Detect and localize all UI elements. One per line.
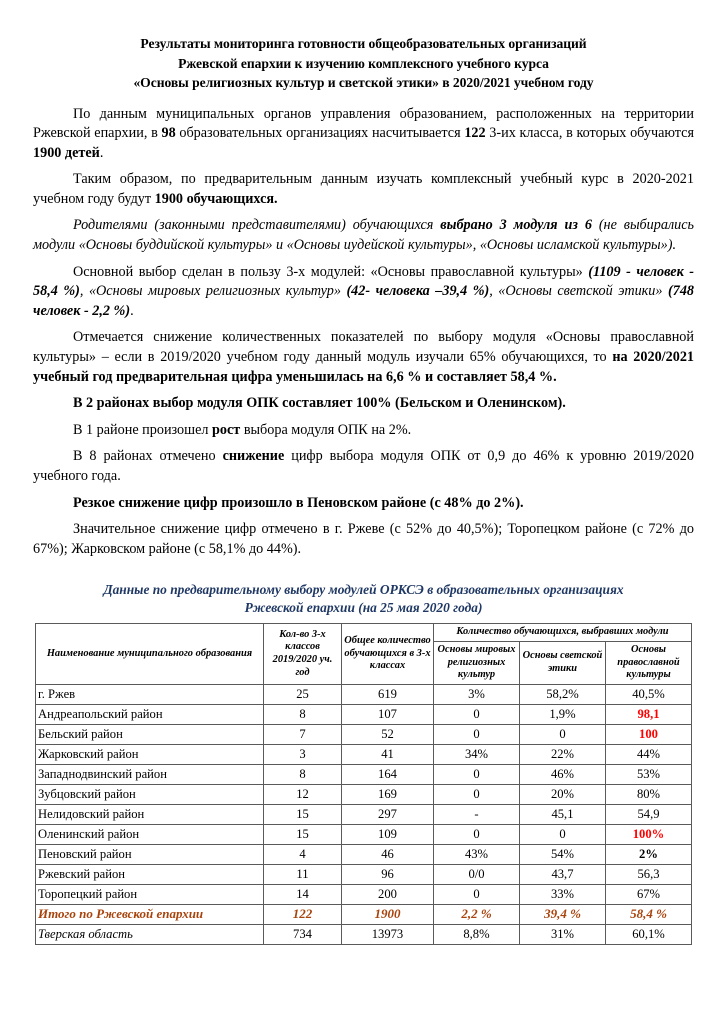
p1-bold-1900-children: 1900 детей: [33, 144, 100, 161]
cell-classes-count: 3: [263, 744, 341, 764]
cell-students-total: 107: [341, 704, 433, 724]
cell-classes-count: 7: [263, 724, 341, 744]
cell-classes-count: 8: [263, 704, 341, 724]
paragraph-two-districts-100: [33, 394, 694, 414]
cell-orthodox-culture: [605, 824, 691, 844]
header-municipality: Наименование муниципального образования: [35, 624, 263, 684]
table-row: [35, 784, 691, 804]
paragraph-significant-decline: [33, 520, 694, 559]
paragraph-sharp-decline-penovsky: [33, 494, 694, 514]
table-caption-line-1: Данные по предварительному выбору модулей ОРКСЭ в образовательных организациях: [103, 582, 624, 598]
cell-orthodox-culture: 40,5%: [605, 684, 691, 704]
table-body: [35, 684, 691, 944]
cell-classes-count: 8: [263, 764, 341, 784]
cell-secular-ethics: 54%: [519, 844, 605, 864]
p4-text-2: , «Основы мировых религиозных культур»: [79, 283, 347, 300]
cell-world-religions: 0: [433, 784, 519, 804]
header-classes-count: Кол-во 3-х классов 2019/2020 уч. год: [263, 624, 341, 684]
header-secular-ethics: Основы светской этики: [519, 641, 605, 684]
paragraph-one-district-growth: [33, 421, 694, 441]
p5-text-1: Отмечается снижение количественных показателей по выбору модуля «Основы православной культуры» – если в 2019/2020 учебном году данный модуль изучали 65% обучающихся, то: [33, 329, 694, 366]
table-row: [35, 744, 691, 764]
p3-text-1: Родителями (законными представителями) обучающихся: [73, 217, 441, 234]
cell-orthodox-culture-value: 100%: [632, 827, 665, 842]
cell-orthodox-culture-value: 2%: [639, 847, 658, 862]
cell-world-religions: 43%: [433, 844, 519, 864]
cell-students-total: 619: [341, 684, 433, 704]
cell-orthodox-culture: 67%: [605, 884, 691, 904]
p10-text-1: Значительное снижение цифр отмечено в г. Ржеве (с 52% до 40,5%); Торопецком районе (с 72% до 67%); Жарковском районе (с 58,1% до 44%).: [33, 521, 694, 557]
cell-municipality: Пеновский район: [35, 844, 263, 864]
cell-secular-ethics: 0: [519, 824, 605, 844]
cell-world-religions: 8,8%: [433, 924, 519, 944]
cell-secular-ethics: 22%: [519, 744, 605, 764]
cell-world-religions: 0: [433, 824, 519, 844]
p4-bold-world-stat: (42- человека –39,4 %): [346, 283, 490, 300]
cell-orthodox-culture: 53%: [605, 764, 691, 784]
cell-municipality: Оленинский район: [35, 824, 263, 844]
cell-students-total: 164: [341, 764, 433, 784]
p7-text-2: выбора модуля ОПК на 2%.: [240, 421, 412, 438]
p1-text-1: По данным муниципальных органов управления образованием, расположенных на территории Ржевской епархии, в: [33, 105, 694, 142]
cell-world-religions: 0/0: [433, 864, 519, 884]
cell-classes-count: 12: [263, 784, 341, 804]
p8-bold-decline: снижение: [222, 448, 285, 465]
p7-text-1: В 1 районе произошел: [73, 421, 213, 438]
p8-text-2: цифр выбора модуля ОПК от 0,9 до 46% к уровню 2019/2020 учебного года.: [33, 448, 694, 484]
p1-text-2: образовательных организациях насчитывается: [175, 125, 465, 142]
paragraph-eight-districts-decline: [33, 447, 694, 486]
cell-orthodox-culture-value: 100: [639, 727, 658, 742]
cell-secular-ethics: 43,7: [519, 864, 605, 884]
cell-secular-ethics: 58,2%: [519, 684, 605, 704]
cell-orthodox-culture: 54,9: [605, 804, 691, 824]
table-row: [35, 824, 691, 844]
cell-municipality: г. Ржев: [35, 684, 263, 704]
cell-orthodox-culture: 44%: [605, 744, 691, 764]
page-title-line-2: Ржевской епархии к изучению комплексного учебного курса: [178, 55, 549, 71]
p4-text-3: , «Основы светской этики»: [489, 283, 668, 300]
cell-world-religions: 3%: [433, 684, 519, 704]
cell-students-total: 1900: [341, 904, 433, 924]
cell-classes-count: 25: [263, 684, 341, 704]
cell-classes-count: 122: [263, 904, 341, 924]
table-row: [35, 704, 691, 724]
header-students-total: Общее количество обучающихся в 3-х классах: [341, 624, 433, 684]
cell-classes-count: 11: [263, 864, 341, 884]
cell-orthodox-culture: [605, 704, 691, 724]
p2-bold-1900-students: 1900 обучающихся.: [154, 190, 278, 207]
cell-classes-count: 15: [263, 804, 341, 824]
cell-classes-count: 4: [263, 844, 341, 864]
cell-students-total: 96: [341, 864, 433, 884]
cell-students-total: 41: [341, 744, 433, 764]
cell-world-religions: 34%: [433, 744, 519, 764]
p4-text-4: .: [130, 302, 134, 319]
cell-orthodox-culture: 56,3: [605, 864, 691, 884]
paragraph-total-students: [33, 170, 694, 209]
cell-secular-ethics: 45,1: [519, 804, 605, 824]
cell-classes-count: 734: [263, 924, 341, 944]
cell-orthodox-culture: [605, 844, 691, 864]
cell-secular-ethics: 0: [519, 724, 605, 744]
p1-text-4: .: [99, 144, 104, 161]
p3-text-2: (не выбирались модули «Основы буддийской культуры» и «Основы иудейской культуры», «Основы исламской культуры»).: [33, 217, 694, 254]
cell-world-religions: -: [433, 804, 519, 824]
p8-text-1: В 8 районах отмечено: [73, 448, 223, 465]
header-world-religions: Основы мировых религиозных культур: [433, 641, 519, 684]
p4-bold-secular-stat: (748 человек - 2,2 %): [33, 283, 695, 319]
cell-municipality: Тверская область: [35, 924, 263, 944]
cell-orthodox-culture: 58,4 %: [605, 904, 691, 924]
header-orthodox-culture: Основы православной культуры: [605, 641, 691, 684]
table-row: [35, 844, 691, 864]
paragraph-decline-indicators: [33, 328, 694, 387]
cell-municipality: Западнодвинский район: [35, 764, 263, 784]
cell-municipality: Зубцовский район: [35, 784, 263, 804]
p6-bold-text: В 2 районах выбор модуля ОПК составляет 100% (Бельском и Оленинском).: [73, 395, 566, 412]
table-row: [35, 864, 691, 884]
paragraph-organizations-count: [33, 105, 694, 164]
cell-secular-ethics: 46%: [519, 764, 605, 784]
table-caption: [33, 581, 694, 617]
cell-municipality: Ржевский район: [35, 864, 263, 884]
p4-text-1: Основной выбор сделан в пользу 3-х модулей: «Основы православной культуры»: [73, 263, 589, 280]
p2-text-1: Таким образом, по предварительным данным изучать комплексный учебный курс в 2020-2021 учебном году будут: [33, 171, 694, 207]
table-header: [35, 624, 691, 684]
cell-students-total: 52: [341, 724, 433, 744]
cell-world-religions: 2,2 %: [433, 904, 519, 924]
cell-students-total: 13973: [341, 924, 433, 944]
cell-students-total: 297: [341, 804, 433, 824]
cell-orthodox-culture: 60,1%: [605, 924, 691, 944]
cell-secular-ethics: 31%: [519, 924, 605, 944]
cell-students-total: 200: [341, 884, 433, 904]
cell-municipality: Итого по Ржевской епархии: [35, 904, 263, 924]
cell-world-religions: 0: [433, 884, 519, 904]
cell-students-total: 109: [341, 824, 433, 844]
p7-bold-growth: рост: [212, 421, 241, 438]
page-title-line-1: Результаты мониторинга готовности общеобразовательных организаций: [140, 36, 587, 51]
cell-classes-count: 15: [263, 824, 341, 844]
cell-municipality: Нелидовский район: [35, 804, 263, 824]
table-row: [35, 724, 691, 744]
p1-text-3: 3-их класса, в которых обучаются: [485, 125, 694, 142]
cell-municipality: Торопецкий район: [35, 884, 263, 904]
cell-secular-ethics: 39,4 %: [519, 904, 605, 924]
table-caption-line-2: Ржевской епархии (на 25 мая 2020 года): [244, 600, 483, 616]
p1-bold-98: 98: [161, 125, 176, 142]
cell-municipality: Жарковский район: [35, 744, 263, 764]
page-title-line-3: «Основы религиозных культур и светской этики» в 2020/2021 учебном году: [133, 75, 594, 90]
cell-secular-ethics: 1,9%: [519, 704, 605, 724]
cell-world-religions: 0: [433, 764, 519, 784]
table-row: [35, 884, 691, 904]
cell-students-total: 46: [341, 844, 433, 864]
cell-municipality: Андреапольский район: [35, 704, 263, 724]
cell-secular-ethics: 33%: [519, 884, 605, 904]
table-row: [35, 904, 691, 924]
cell-orthodox-culture: 80%: [605, 784, 691, 804]
paragraph-modules-selected: [33, 216, 694, 255]
cell-students-total: 169: [341, 784, 433, 804]
cell-orthodox-culture-value: 98,1: [637, 707, 660, 722]
p1-bold-122: 122: [464, 125, 486, 142]
table-row: [35, 684, 691, 704]
orkse-modules-table: [35, 623, 692, 944]
cell-world-religions: 0: [433, 724, 519, 744]
p3-bold-three-of-six: выбрано 3 модуля из 6: [440, 217, 592, 234]
table-row: [35, 804, 691, 824]
page-title: [33, 34, 694, 93]
cell-orthodox-culture: [605, 724, 691, 744]
cell-municipality: Бельский район: [35, 724, 263, 744]
paragraph-main-choice: [33, 263, 694, 322]
table-header-row-1: [35, 624, 691, 642]
p9-bold-text: Резкое снижение цифр произошло в Пеновском районе (с 48% до 2%).: [73, 494, 524, 511]
header-modules-group: Количество обучающихся, выбравших модули: [433, 624, 691, 642]
cell-secular-ethics: 20%: [519, 784, 605, 804]
cell-classes-count: 14: [263, 884, 341, 904]
cell-world-religions: 0: [433, 704, 519, 724]
table-row: [35, 764, 691, 784]
p5-bold-decline-figure: на 2020/2021 учебный год предварительная цифра уменьшилась на 6,6 % и составляет 58,4 %.: [33, 349, 695, 385]
table-row: [35, 924, 691, 944]
p4-bold-orthodox-stat: (1109 - человек - 58,4 %): [33, 263, 694, 300]
